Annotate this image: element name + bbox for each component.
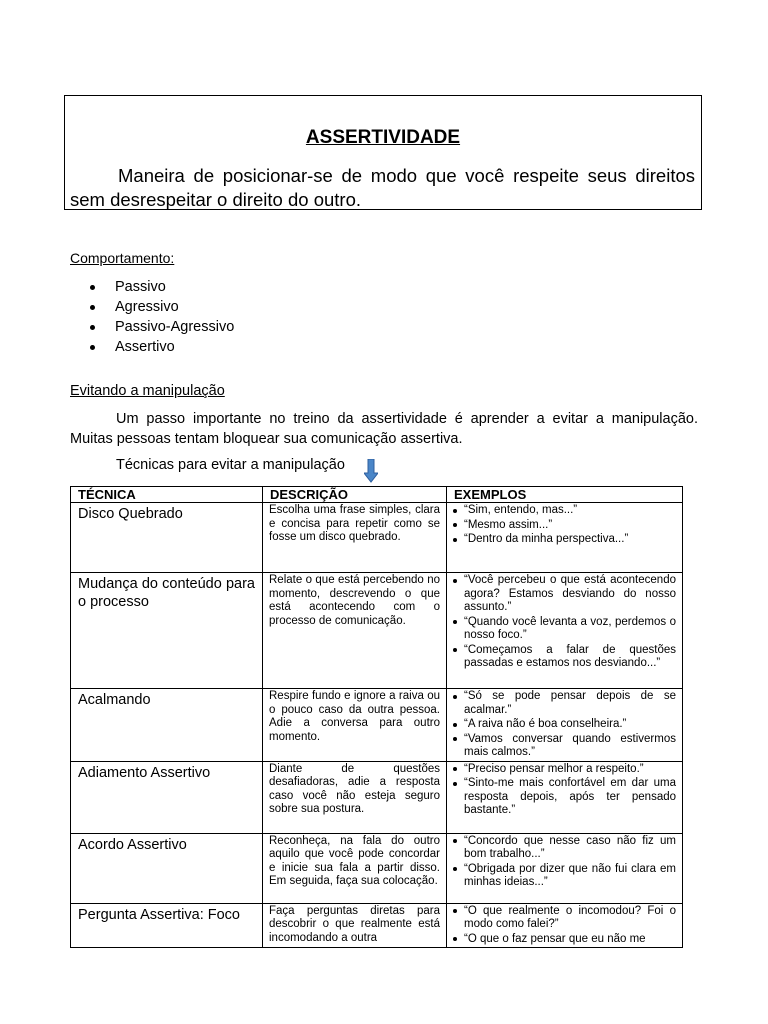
bullet-icon bbox=[453, 782, 457, 786]
description-cell: Reconheça, na fala do outro aquilo que você pode concordar e inicie sua fala a partir disso. Em seguida, faça sua colocação. bbox=[263, 833, 447, 903]
examples-cell bbox=[447, 503, 683, 573]
description-cell: Faça perguntas diretas para descobrir o que realmente está incomodando a outra bbox=[263, 903, 447, 948]
column-header-technique: TÉCNICA bbox=[71, 487, 263, 503]
table-row bbox=[71, 903, 683, 948]
bullet-icon bbox=[453, 648, 457, 652]
examples-cell bbox=[447, 573, 683, 689]
list-item-label: Passivo bbox=[115, 279, 166, 295]
example-item: “Sim, entendo, mas...” bbox=[453, 504, 676, 518]
bullet-icon bbox=[453, 723, 457, 727]
examples-list bbox=[447, 503, 682, 547]
examples-list bbox=[447, 762, 682, 818]
example-item: “Você percebeu o que está acontecendo agora? Estamos desviando do nosso assunto.” bbox=[453, 574, 676, 615]
bullet-icon bbox=[453, 620, 457, 624]
table-row bbox=[71, 833, 683, 903]
example-item: “Concordo que nesse caso não fiz um bom trabalho...” bbox=[453, 835, 676, 862]
table-row bbox=[71, 689, 683, 762]
example-item: “Começamos a falar de questões passadas e estamos nos desviando...” bbox=[453, 644, 676, 671]
table-header-row bbox=[71, 487, 683, 503]
intro-paragraph: Um passo importante no treino da assertividade é aprender a evitar a manipulação. Muitas pessoas tentam bloquear sua comunicação assertiva. bbox=[70, 411, 698, 447]
table-row bbox=[71, 503, 683, 573]
list-item-label: Passivo-Agressivo bbox=[115, 319, 235, 335]
bullet-icon bbox=[453, 737, 457, 741]
examples-list bbox=[447, 689, 682, 760]
bullet-icon bbox=[453, 509, 457, 513]
description-cell: Relate o que está percebendo no momento, descrevendo o que está acontecendo com o processo de comunicação. bbox=[263, 573, 447, 689]
bullet-icon bbox=[90, 345, 95, 350]
bullet-icon bbox=[453, 579, 457, 583]
bullet-icon bbox=[453, 538, 457, 542]
example-item: “Só se pode pensar depois de se acalmar.” bbox=[453, 690, 676, 717]
bullet-icon bbox=[90, 325, 95, 330]
bullet-icon bbox=[453, 937, 457, 941]
examples-cell bbox=[447, 903, 683, 948]
bullet-icon bbox=[453, 909, 457, 913]
behavior-list bbox=[70, 277, 234, 357]
example-item: “Dentro da minha perspectiva...” bbox=[453, 533, 676, 547]
bullet-icon bbox=[453, 839, 457, 843]
list-item-label: Agressivo bbox=[115, 299, 179, 315]
technique-cell: Disco Quebrado bbox=[71, 503, 263, 573]
example-item: “O que o faz pensar que eu não me bbox=[453, 933, 676, 947]
example-item: “Preciso pensar melhor a respeito.” bbox=[453, 763, 676, 777]
example-item: “Vamos conversar quando estivermos mais calmos.” bbox=[453, 733, 676, 760]
examples-cell bbox=[447, 689, 683, 762]
list-item bbox=[70, 277, 234, 297]
bullet-icon bbox=[453, 523, 457, 527]
column-header-description: DESCRIÇÃO bbox=[263, 487, 447, 503]
bullet-icon bbox=[453, 867, 457, 871]
bullet-icon bbox=[90, 285, 95, 290]
technique-cell: Acordo Assertivo bbox=[71, 833, 263, 903]
list-item-label: Assertivo bbox=[115, 339, 175, 355]
techniques-intro: Técnicas para evitar a manipulação bbox=[116, 457, 345, 473]
example-item: “Obrigada por dizer que não fui clara em minhas ideias...” bbox=[453, 863, 676, 890]
title-box bbox=[64, 95, 702, 210]
technique-cell: Acalmando bbox=[71, 689, 263, 762]
column-header-examples: EXEMPLOS bbox=[447, 487, 683, 503]
techniques-table bbox=[70, 486, 683, 948]
examples-list bbox=[447, 573, 682, 671]
examples-cell bbox=[447, 761, 683, 833]
behavior-heading: Comportamento: bbox=[70, 250, 175, 266]
page-subtitle: Maneira de posicionar-se de modo que você respeite seus direitos sem desrespeitar o direito do outro. bbox=[70, 165, 695, 210]
bullet-icon bbox=[453, 767, 457, 771]
list-item bbox=[70, 337, 234, 357]
technique-cell: Pergunta Assertiva: Foco bbox=[71, 903, 263, 948]
list-item bbox=[70, 297, 234, 317]
table-row bbox=[71, 761, 683, 833]
examples-list bbox=[447, 834, 682, 890]
example-item: “Sinto-me mais confortável em dar uma resposta depois, após ter pensado bastante.” bbox=[453, 777, 676, 818]
bullet-icon bbox=[453, 695, 457, 699]
technique-cell: Mudança do conteúdo para o processo bbox=[71, 573, 263, 689]
section-heading: Evitando a manipulação bbox=[70, 383, 225, 399]
examples-cell bbox=[447, 833, 683, 903]
example-item: “O que realmente o incomodou? Foi o modo como falei?” bbox=[453, 905, 676, 932]
page-title: ASSERTIVIDADE bbox=[305, 127, 461, 148]
description-cell: Respire fundo e ignore a raiva ou o pouco caso da outra pessoa. Adie a conversa para outro momento. bbox=[263, 689, 447, 762]
example-item: “A raiva não é boa conselheira.” bbox=[453, 718, 676, 732]
description-cell: Escolha uma frase simples, clara e concisa para repetir como se fosse um disco quebrado. bbox=[263, 503, 447, 573]
down-arrow-icon bbox=[364, 459, 378, 483]
description-cell: Diante de questões desafiadoras, adie a resposta caso você não esteja seguro sobre sua postura. bbox=[263, 761, 447, 833]
example-item: “Mesmo assim...” bbox=[453, 519, 676, 533]
example-item: “Quando você levanta a voz, perdemos o nosso foco.” bbox=[453, 616, 676, 643]
table-row bbox=[71, 573, 683, 689]
technique-cell: Adiamento Assertivo bbox=[71, 761, 263, 833]
list-item bbox=[70, 317, 234, 337]
examples-list bbox=[447, 904, 682, 947]
bullet-icon bbox=[90, 305, 95, 310]
